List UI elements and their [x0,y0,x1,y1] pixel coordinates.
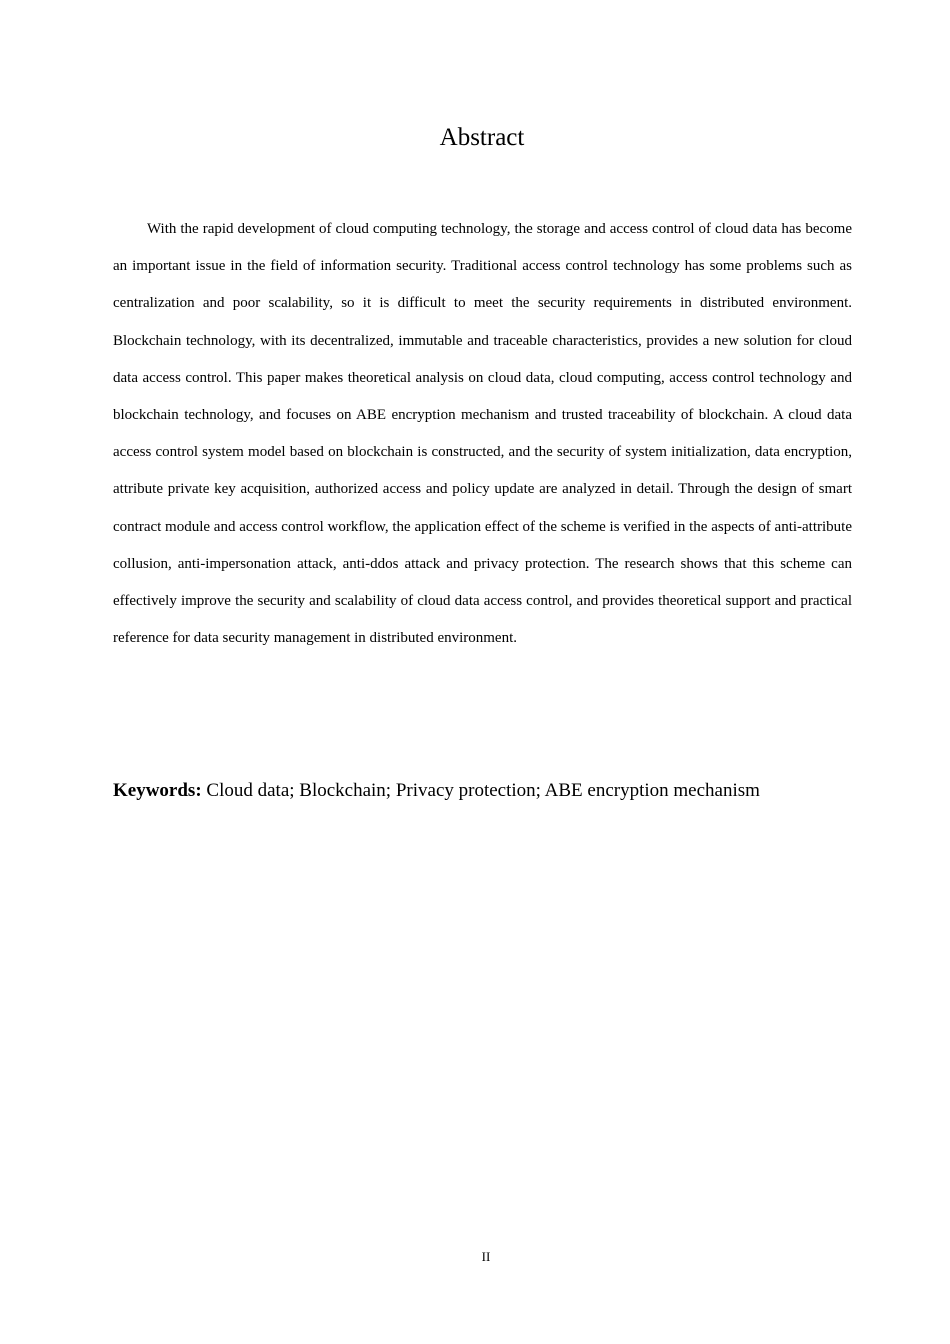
keywords-text: Cloud data; Blockchain; Privacy protection; ABE encryption mechanism [206,780,760,801]
page-number: II [481,1249,491,1264]
keywords-line [113,777,873,805]
abstract-paragraph: With the rapid development of cloud computing technology, the storage and access control of cloud data has become an important issue in the field of information security. Traditional access control technology has some problems such as centralization and poor scalability, so it is difficult to meet the security requirements in distributed environment. Blockchain technology, with its decentralized, immutable and traceable characteristics, provides a new solution for cloud data access control. This paper makes theoretical analysis on cloud data, cloud computing, access control technology and blockchain technology, and focuses on ABE encryption mechanism and trusted traceability of blockchain. A cloud data access control system model based on blockchain is constructed, and the security of system initialization, data encryption, attribute private key acquisition, authorized access and policy update are analyzed in detail. Through the design of smart contract module and access control workflow, the application effect of the scheme is verified in the aspects of anti-attribute collusion, anti-impersonation attack, anti-ddos attack and privacy protection. The research shows that this scheme can effectively improve the security and scalability of cloud data access control, and provides theoretical support and practical reference for data security management in distributed environment. [113,221,852,647]
keywords-label: Keywords: [113,780,202,801]
page-title: Abstract [439,124,525,151]
